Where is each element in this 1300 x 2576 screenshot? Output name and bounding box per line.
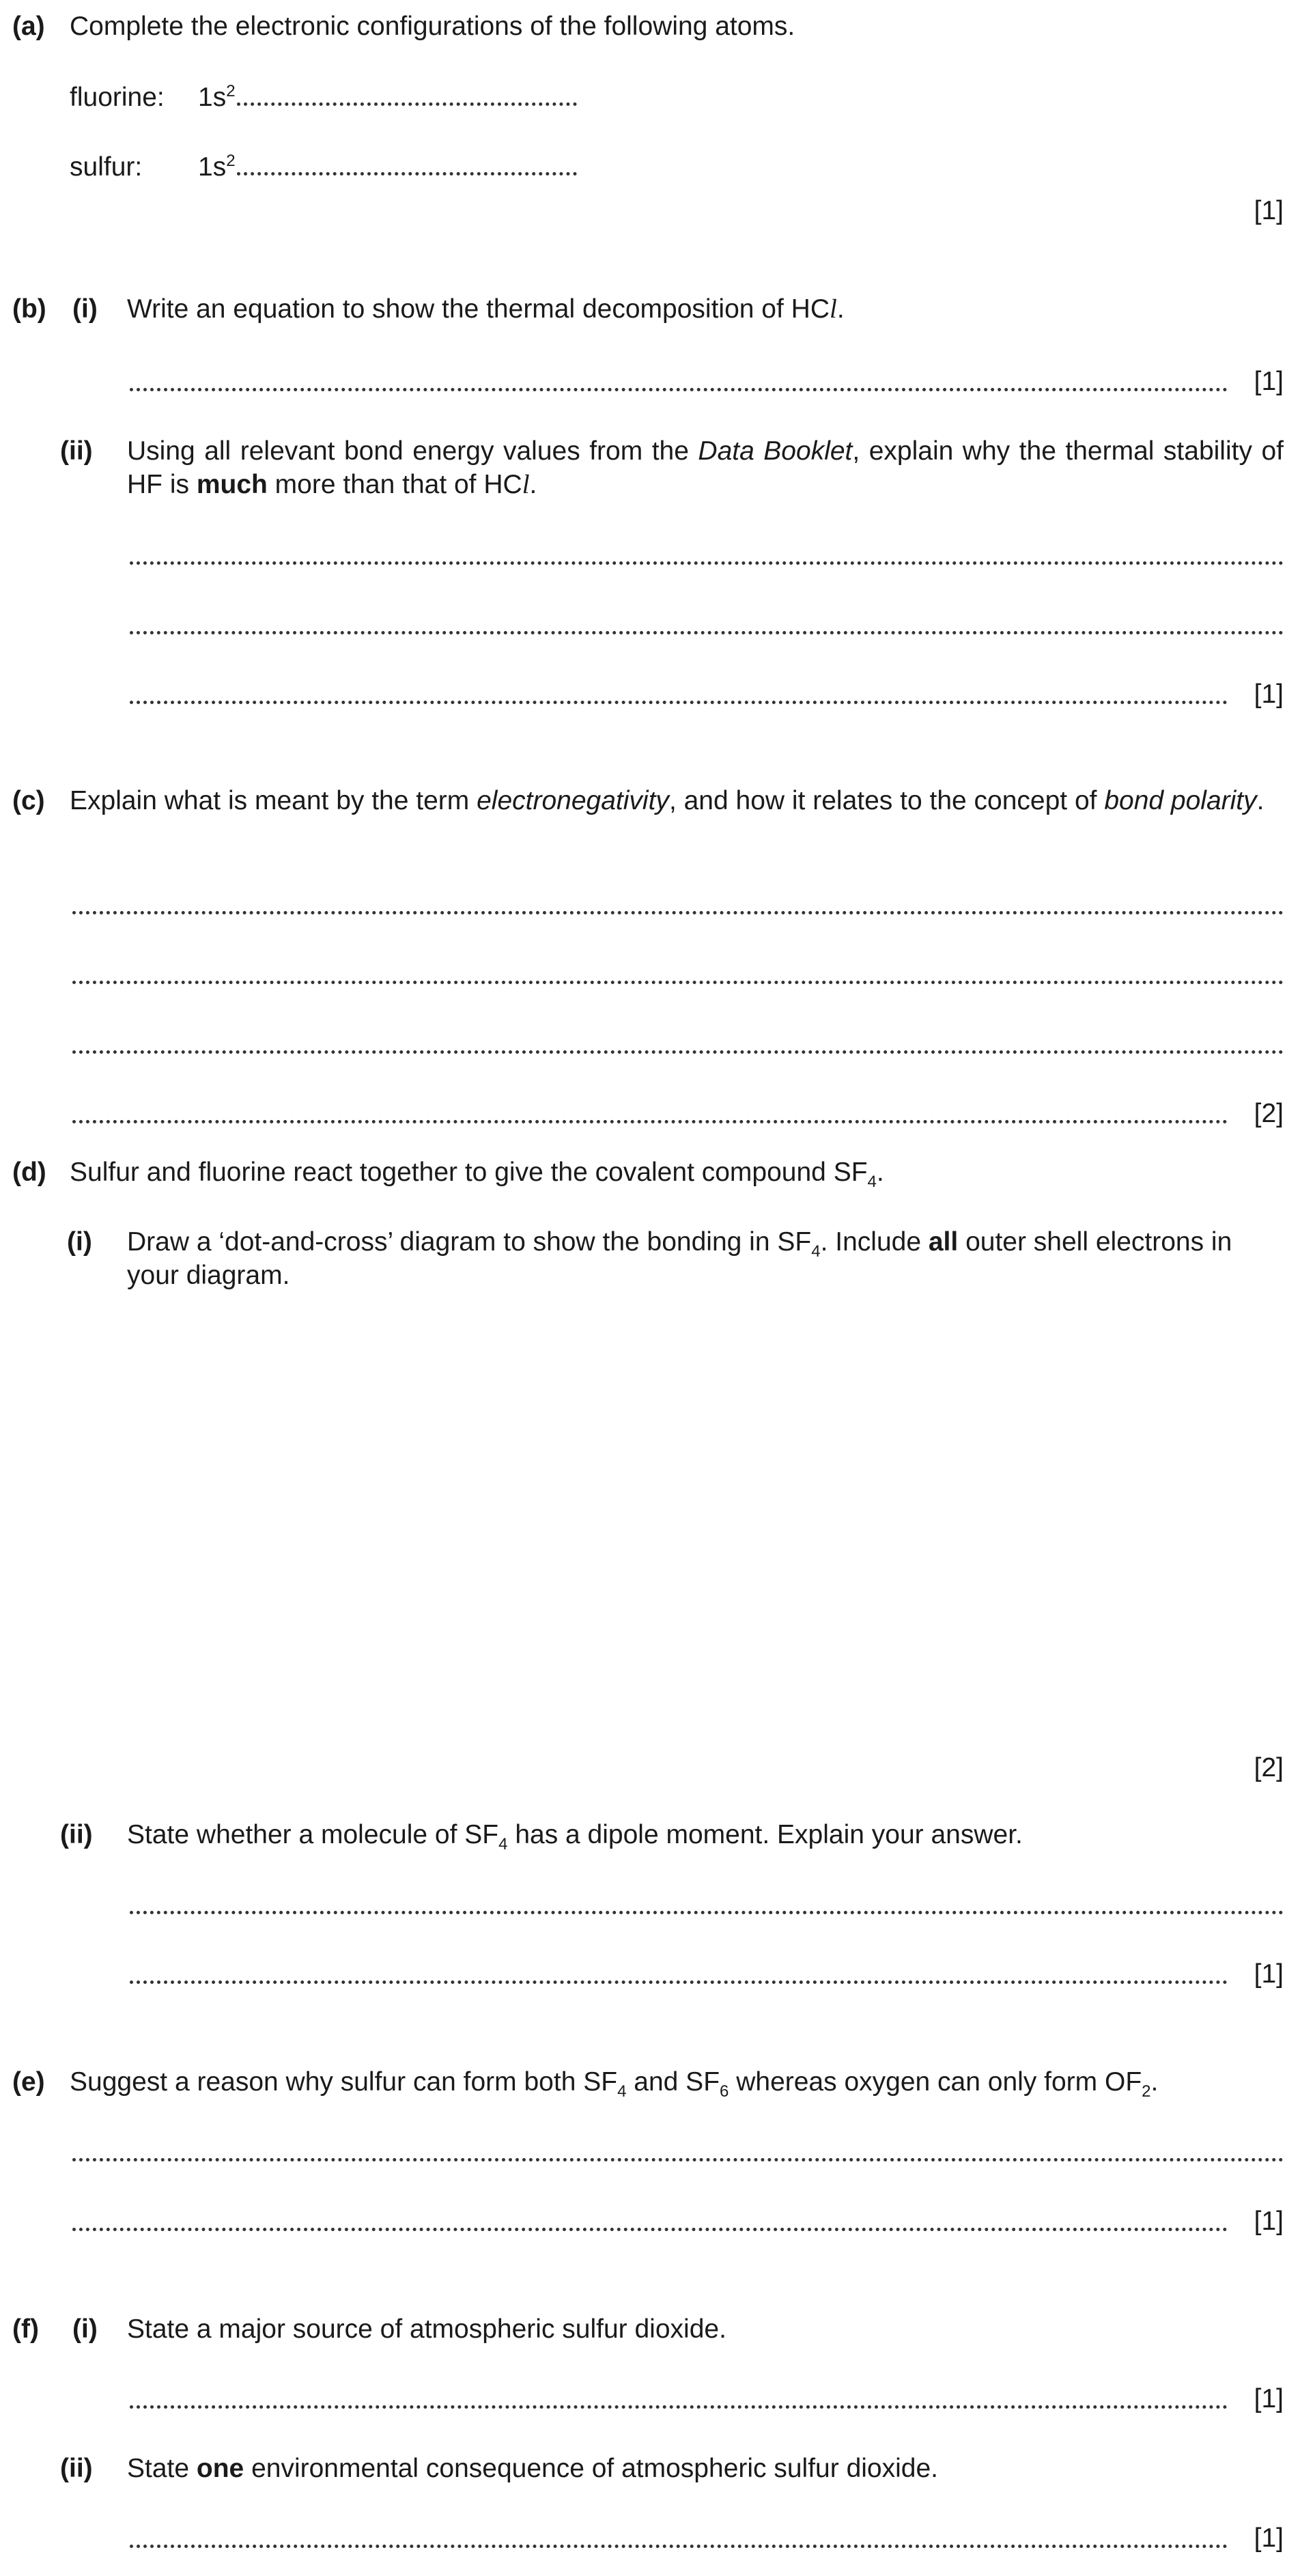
part-f-ii-label: (ii) <box>60 2454 93 2483</box>
part-d-question <box>70 1156 884 1189</box>
c-answer-line-1[interactable] <box>72 911 1284 914</box>
f-ii-answer-line[interactable] <box>130 2545 1228 2548</box>
part-a-label: (a) <box>12 12 45 41</box>
fluorine-config-start: 1s <box>198 83 227 112</box>
part-d-i-mark: [2] <box>1254 1753 1284 1782</box>
fluorine-config-sup: 2 <box>226 82 236 100</box>
c-t3: , and how it relates to the concept of <box>668 786 1105 815</box>
e-t4: . <box>1150 2067 1159 2097</box>
part-f-ii-question <box>127 2452 938 2485</box>
e-answer-line-1[interactable] <box>72 2158 1284 2161</box>
part-c-question <box>70 784 1284 817</box>
b-ii-answer-line-3[interactable] <box>130 701 1228 704</box>
b-ii-much: much <box>196 470 268 499</box>
d-i-all: all <box>928 1227 959 1257</box>
d-t1: Sulfur and fluorine react together to give the covalent compound SF <box>70 1158 868 1187</box>
sulfur-config-sup: 2 <box>226 152 236 170</box>
part-a-question: Complete the electronic configurations of the following atoms. <box>70 12 795 41</box>
diagram-drawing-area[interactable] <box>127 1298 1284 1735</box>
part-d-i-question <box>127 1225 1284 1292</box>
sulfur-config[interactable] <box>198 150 577 184</box>
part-f-i-question: State a major source of atmospheric sulfur dioxide. <box>127 2314 726 2344</box>
d-ii-sub: 4 <box>498 1834 508 1853</box>
part-b-ii-mark: [1] <box>1254 680 1284 709</box>
b-ii-answer-line-1[interactable] <box>130 561 1284 565</box>
part-d-ii-question <box>127 1818 1023 1851</box>
part-d-label: (d) <box>12 1158 46 1187</box>
part-f-label: (f) <box>12 2314 39 2344</box>
b-ii-databooklet: Data Booklet <box>698 436 853 466</box>
part-b-ii-label: (ii) <box>60 436 93 466</box>
e-s2: 6 <box>720 2082 729 2101</box>
part-b-label: (b) <box>12 294 46 324</box>
d-ii-answer-line-2[interactable] <box>130 1980 1228 1984</box>
c-t5: . <box>1256 786 1264 815</box>
b-ii-t1: Using all relevant bond energy values from the <box>127 436 698 466</box>
sulfur-config-start: 1s <box>198 152 227 182</box>
part-c-label: (c) <box>12 786 45 815</box>
b-i-end: . <box>836 294 845 324</box>
d-i-t4: outer shell electrons in your diagram. <box>127 1227 1232 1290</box>
d-i-t2: . Include <box>820 1227 929 1257</box>
fluorine-answer-line[interactable] <box>237 102 577 106</box>
b-ii-symbol: l <box>522 470 530 499</box>
part-b-i-question <box>127 292 845 326</box>
d-ii-t1: State whether a molecule of SF <box>127 1820 499 1849</box>
e-s1: 4 <box>617 2082 627 2101</box>
d-sub: 4 <box>867 1172 877 1191</box>
fluorine-label: fluorine: <box>70 83 165 112</box>
f-i-answer-line[interactable] <box>130 2405 1228 2409</box>
e-t2: and SF <box>626 2067 720 2097</box>
sulfur-answer-line[interactable] <box>237 172 577 176</box>
b-ii-t3: , explain why the thermal stability of HF is <box>127 436 1284 499</box>
b-i-answer-line[interactable] <box>130 388 1228 391</box>
b-ii-t7: . <box>529 470 537 499</box>
part-b-ii-question <box>127 434 1284 501</box>
b-ii-answer-line-2[interactable] <box>130 631 1284 634</box>
c-bond-polarity: bond polarity <box>1104 786 1257 815</box>
b-i-symbol: l <box>830 294 837 324</box>
part-f-i-mark: [1] <box>1254 2384 1284 2413</box>
e-t3: whereas oxygen can only form OF <box>729 2067 1142 2097</box>
c-electronegativity: electronegativity <box>477 786 669 815</box>
part-d-ii-mark: [1] <box>1254 1959 1284 1989</box>
part-d-i-label: (i) <box>67 1227 92 1257</box>
part-f-i-label: (i) <box>72 2314 98 2344</box>
part-f-ii-mark: [1] <box>1254 2523 1284 2553</box>
c-t1: Explain what is meant by the term <box>70 786 477 815</box>
b-i-text: Write an equation to show the thermal decomposition of HC <box>127 294 830 324</box>
part-b-i-label: (i) <box>72 294 98 324</box>
c-answer-line-4[interactable] <box>72 1120 1228 1123</box>
fluorine-config[interactable] <box>198 81 577 114</box>
part-c-mark: [2] <box>1254 1099 1284 1128</box>
b-ii-t5: more than that of HC <box>267 470 522 499</box>
part-b-i-mark: [1] <box>1254 367 1284 396</box>
d-i-sub: 4 <box>811 1242 821 1261</box>
d-ii-t2: has a dipole moment. Explain your answer. <box>507 1820 1023 1849</box>
c-answer-line-2[interactable] <box>72 981 1284 984</box>
f-ii-one: one <box>196 2454 244 2483</box>
e-t1: Suggest a reason why sulfur can form both SF <box>70 2067 618 2097</box>
d-t2: . <box>876 1158 884 1187</box>
part-a-mark: [1] <box>1254 196 1284 225</box>
f-ii-t1: State <box>127 2454 197 2483</box>
part-e-question <box>70 2065 1158 2099</box>
part-d-ii-label: (ii) <box>60 1820 93 1849</box>
e-s3: 2 <box>1142 2082 1151 2101</box>
d-i-t1: Draw a ‘dot-and-cross’ diagram to show the bonding in SF <box>127 1227 812 1257</box>
d-ii-answer-line-1[interactable] <box>130 1911 1284 1914</box>
c-answer-line-3[interactable] <box>72 1050 1284 1054</box>
part-e-label: (e) <box>12 2067 45 2097</box>
sulfur-label: sulfur: <box>70 152 143 182</box>
f-ii-t3: environmental consequence of atmospheric sulfur dioxide. <box>244 2454 938 2483</box>
e-answer-line-2[interactable] <box>72 2228 1228 2231</box>
part-e-mark: [1] <box>1254 2207 1284 2236</box>
